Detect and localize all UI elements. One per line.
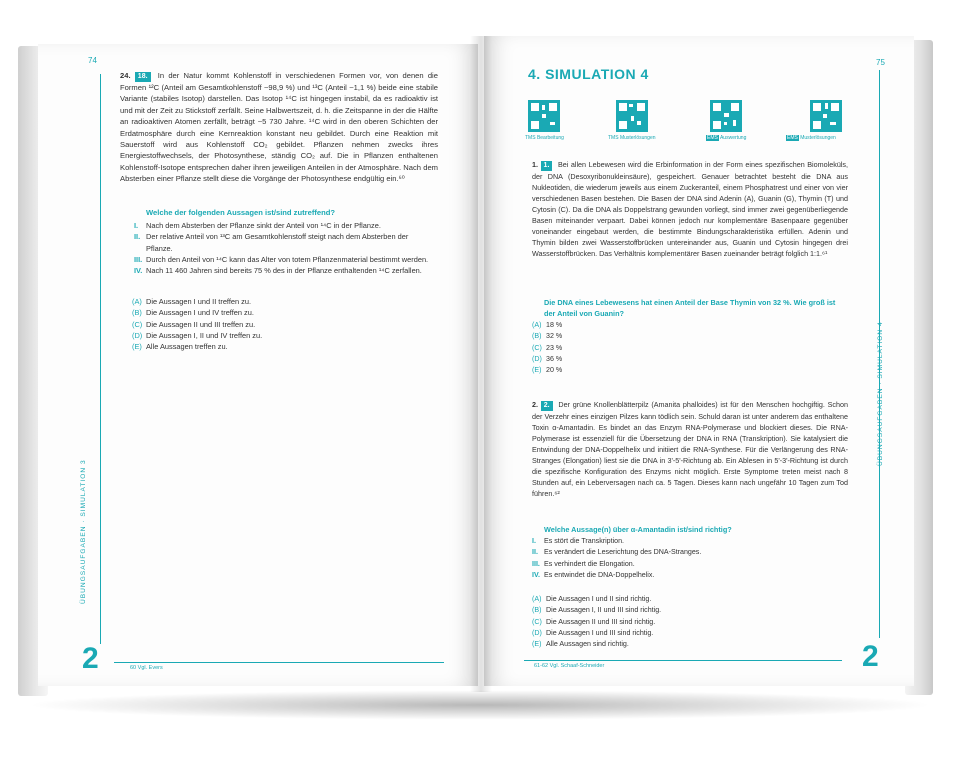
qr-code-icon[interactable] (616, 100, 648, 132)
qr-code-icon[interactable] (710, 100, 742, 132)
answer-label: (A) (532, 321, 542, 329)
statement-label: III. (134, 254, 143, 264)
answer-label: (C) (532, 343, 542, 352)
statement-label: II. (532, 548, 538, 557)
answer-label: (E) (132, 342, 142, 352)
statement-label: II. (134, 232, 141, 242)
footer-rule (524, 660, 842, 661)
statement-text: Nach 11 460 Jahren sind bereits 75 % des in der Pflanze enthaltenden ¹⁴C zerfallen. (146, 266, 422, 276)
statement (134, 265, 436, 276)
answer-text: 36 % (546, 354, 563, 363)
answer-option[interactable] (132, 307, 432, 318)
answer-text: 20 % (546, 366, 563, 375)
question-number: 24. (120, 71, 131, 80)
answer-option[interactable] (532, 639, 832, 650)
answers-list (532, 320, 732, 376)
statement (532, 547, 832, 558)
footer-rule (114, 662, 444, 663)
answer-label: (D) (532, 628, 542, 637)
statement-label: I. (134, 221, 139, 230)
statement-label: III. (532, 559, 540, 568)
answer-text: Die Aussagen I und II treffen zu. (146, 297, 252, 306)
side-label: ÜBUNGSAUFGABEN · SIMULATION 3 (80, 459, 87, 604)
statement (134, 254, 436, 265)
question-badge: 18. (135, 72, 151, 82)
statement-label: IV. (134, 266, 143, 276)
statement-text: Nach dem Absterben der Pflanze sinkt der Anteil von ¹⁴C in der Pflanze. (146, 221, 381, 230)
statement-label: IV. (532, 570, 541, 579)
statement-text: Es verhindert die Elongation. (544, 559, 635, 568)
statement-text: Der relative Anteil von ¹³C am Gesamtkohlenstoff steigt nach dem Absterben der Pflanze. (146, 232, 409, 253)
statements-list (134, 220, 436, 276)
right-page (484, 36, 914, 686)
question-number: 1. (532, 160, 538, 169)
qr-code-icon[interactable] (528, 100, 560, 132)
statement-text: Es entwindet die DNA-Doppelhelix. (544, 570, 655, 579)
qr-caption: TMS Bearbeitung (525, 135, 564, 141)
answer-option[interactable] (532, 594, 832, 605)
answer-label: (D) (532, 354, 542, 363)
answer-text: Die Aussagen II und III sind richtig. (546, 617, 656, 626)
answer-label: (C) (532, 617, 542, 626)
answer-label: (B) (532, 332, 542, 341)
book-shadow (25, 690, 935, 720)
answer-option[interactable] (132, 341, 432, 352)
statement-text: Es stört die Transkription. (544, 537, 625, 545)
intro-text: Der grüne Knollenblätterpilz (Amanita phalloides) ist für den Menschen hochgiftig. Schon der Verzehr eines einzigen Pilzes kann tödlich sein. Schuld daran ist unter anderem das enthaltene Toxin α-Amantadin. Es bindet an das Enzym RNA-Polymerase und blockiert dieses. Die RNA-Polymerase ist essenziell für die Übersetzung der DNA in RNA (Transkription). Sie katalysiert die Entwindung der DNA-Doppelhelix und initiiert die RNA-Synthese. Für die Verlängerung des RNA-Stranges (Elongation) liest sie die DNA in 3'-5'-Richtung ab. Ein Ablesen in 5'-3'-Richtung ist durch die spezifische Konfiguration des Enzyms nicht möglich. Erste Symptome treten meist nach 8 Stunden auf, ein Leberversagen nach ca. 5 Tagen. Dieses kann nach ungefähr 10 Tagen zum Tod führen.⁶² (532, 400, 849, 498)
answer-text: Die Aussagen I und IV treffen zu. (146, 308, 254, 318)
statements-list (532, 536, 832, 581)
answer-option[interactable] (532, 628, 832, 639)
answer-option[interactable] (132, 330, 432, 341)
left-page (38, 44, 478, 686)
answer-option[interactable] (532, 331, 732, 342)
statement (134, 231, 436, 254)
statement (532, 559, 832, 570)
chapter-digit: 2 (862, 640, 879, 673)
answer-text: Alle Aussagen sind richtig. (546, 640, 629, 649)
answer-text: 23 % (546, 343, 563, 352)
answer-label: (D) (132, 330, 143, 340)
answer-option[interactable] (532, 617, 832, 628)
question-text: Welche der folgenden Aussagen ist/sind zutreffend? (146, 208, 336, 217)
statement-text: Durch den Anteil von ¹⁴C kann das Alter von totem Pflanzenmaterial bestimmt werden. (146, 254, 429, 264)
answer-option[interactable] (132, 319, 432, 330)
answer-option[interactable] (532, 365, 732, 376)
answers-list (532, 594, 832, 650)
answer-text: Die Aussagen I, II und IV treffen zu. (146, 330, 263, 340)
question-text: Die DNA eines Lebewesens hat einen Anteil der Base Thymin von 32 %. Wie groß ist der Anteil von Guanin? (544, 298, 836, 318)
book-gutter (470, 36, 492, 692)
answer-label: (E) (532, 366, 542, 375)
statement (532, 570, 832, 581)
answer-label: (B) (532, 606, 542, 615)
answer-label: (B) (132, 308, 142, 318)
answer-option[interactable] (532, 320, 732, 331)
answer-option[interactable] (532, 343, 732, 354)
answer-text: 18 % (546, 321, 563, 329)
question-text: Welche Aussage(n) über α-Amantadin ist/sind richtig? (544, 525, 732, 534)
statement (532, 536, 832, 547)
answer-option[interactable] (132, 296, 432, 307)
answer-label: (A) (132, 297, 142, 306)
answer-label: (A) (532, 595, 542, 603)
answer-text: 32 % (546, 332, 563, 341)
question-intro (120, 70, 438, 185)
footnote: 61-62 Vgl. Schaaf-Schneider (534, 663, 605, 669)
question-badge: 1. (541, 161, 553, 171)
side-label: ÜBUNGSAUFGABEN · SIMULATION 4 (877, 321, 884, 466)
intro-text: In der Natur kommt Kohlenstoff in verschiedenen Formen vor, von denen die Formen ¹²C (Anteil am Gesamtkohlenstoff ~98,9 %) und ¹³C (Anteil ~1,1 %) beide eine stabile Variante (stabiles Isotop) darstellen. Das Isotop ¹⁴C ist hingegen instabil, da es radioaktiv ist und mit der Zeit zu Stickstoff zerfällt. Seine Halbwertszeit, d. h. die Zeitspanne in der die Hälfte an radioaktiven Atomen zerfällt, beträgt ~5 730 Jahre. ¹⁴C wird in den oberen Schichten der Erdatmosphäre durch eine Kernreaktion konstant neu gebildet. Durch eine Reaktion mit Sauerstoff wird aus Kohlenstoff CO₂ gebildet. Pflanzen nehmen zwecks ihres Energiestoffwechsels, der Photosynthese, ständig CO₂ auf. Die in Pflanzen enthaltenen Kohlenstoff-Isotope entsprechen daher ihren jeweiligen Anteilen in der Atmosphäre. Nach dem Absterben einer Pflanze stellt diese die Vorgänge der Photosynthese endgültig ein.⁶⁰ (120, 71, 438, 184)
chapter-title: 4. SIMULATION 4 (528, 66, 649, 82)
answer-text: Die Aussagen I und II sind richtig. (546, 595, 652, 603)
question-intro (532, 399, 848, 499)
intro-text: Bei allen Lebewesen wird die Erbinformation in der Form eines spezifischen Biomoleküls, der DNA (Desoxyribonukleinsäure), gespeichert. Genauer betrachtet besteht die DNA aus Nukleotiden, die wiederum jeweils aus einem Zuckeranteil, einem Phosphatrest und einer von vier verschiedenen Basen bestehen. Die Basen der DNA sind Adenin (A), Guanin (G), Thymin (T) und Cytosin (C). Da die DNA als Doppelstrang gewunden vorliegt, sind immer zwei gegenüberliegende Basen miteinander verpaart. Dabei können jedoch nur komplementäre Basenpaare gegenüber voneinander eingebaut werden, die bestimmte Bindungscharakteristika erfüllen. Adenin und Thymin bilden zwei Wasserstoffbrücken untereinander aus, Guanin und Cytosin hingegen drei Wasserstoffbrücken. Das Verhältnis komplementärer Basen zueinander beträgt folglich 1:1.⁶¹ (532, 160, 848, 258)
qr-caption: TMS Musterlösungen (608, 135, 656, 141)
statement-text: Es verändert die Leserichtung des DNA-Stranges. (544, 548, 702, 557)
question-number: 2. (532, 400, 538, 409)
footnote: 60 Vgl. Evers (130, 665, 163, 671)
qr-caption: EMS Auswertung (707, 135, 747, 141)
answer-option[interactable] (532, 354, 732, 365)
page-number: 74 (88, 56, 97, 65)
answer-text: Die Aussagen I, II und III sind richtig. (546, 606, 662, 615)
page-number: 75 (876, 58, 885, 67)
qr-code-icon[interactable] (810, 100, 842, 132)
answer-text: Alle Aussagen treffen zu. (146, 342, 228, 352)
answers-list (132, 296, 432, 352)
question-badge: 2. (541, 401, 553, 411)
statement-label: I. (532, 537, 536, 545)
answer-text: Die Aussagen I und III sind richtig. (546, 628, 654, 637)
qr-caption: EMS Musterlösungen (787, 135, 836, 141)
answer-label: (C) (132, 319, 143, 329)
question-intro (532, 159, 848, 259)
chapter-digit: 2 (82, 642, 99, 675)
answer-label: (E) (532, 640, 542, 649)
answer-option[interactable] (532, 605, 832, 616)
statement (134, 220, 436, 231)
margin-rule (100, 74, 101, 644)
answer-text: Die Aussagen II und III treffen zu. (146, 319, 256, 329)
